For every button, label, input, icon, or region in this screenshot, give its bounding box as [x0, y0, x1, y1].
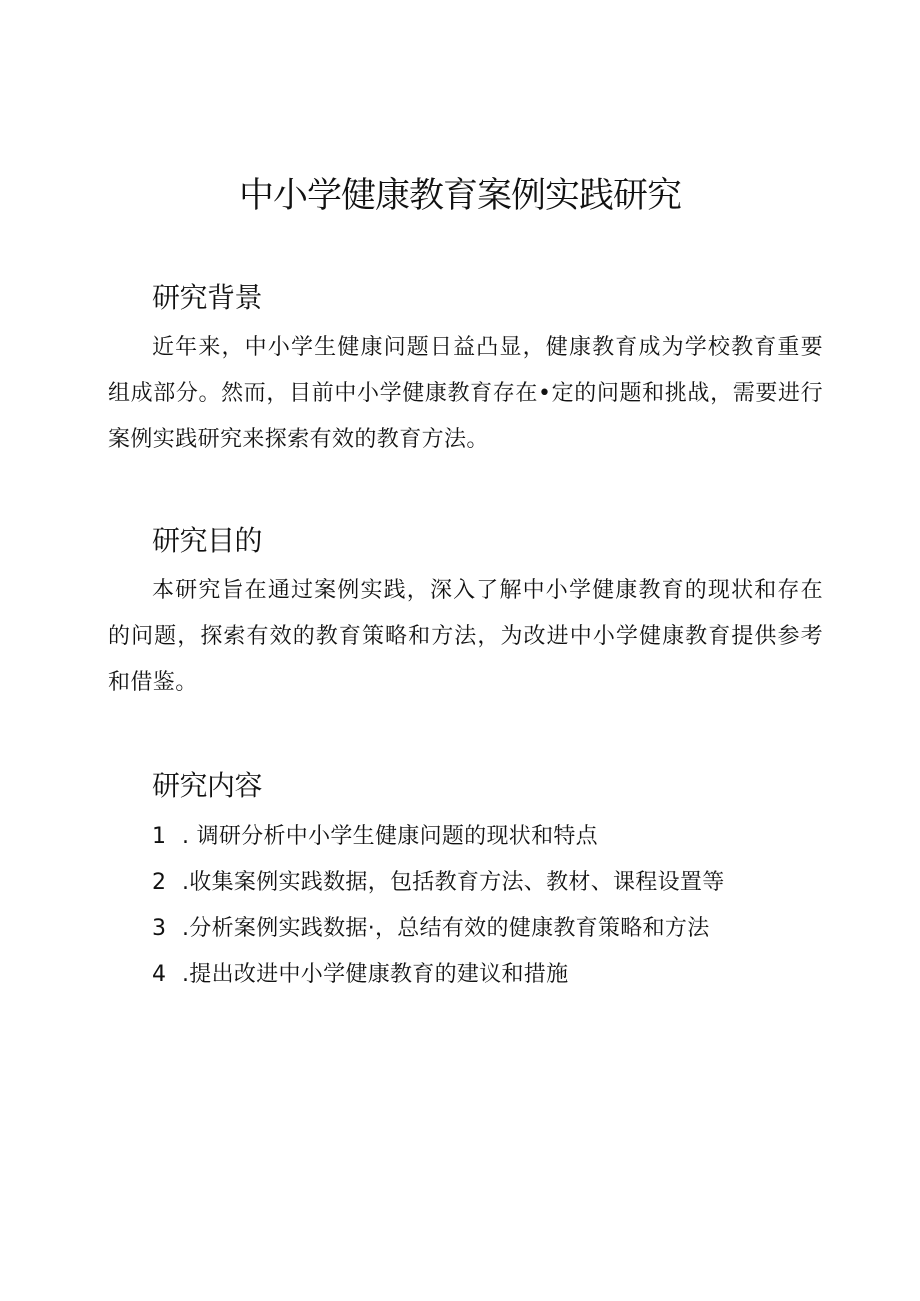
section-purpose [108, 521, 823, 706]
section-heading-background: 研究背景 [152, 281, 263, 314]
section-heading-purpose: 研究目的 [152, 524, 263, 557]
section-heading-content: 研究内容 [152, 769, 263, 802]
list-item-text: .提出改进中小学健康教育的建议和措施 [182, 962, 569, 987]
list-item [108, 952, 823, 998]
list-item-number: 1 [152, 824, 167, 849]
list-item-number: 3 [152, 916, 167, 941]
list-item-text: .分析案例实践数据·，总结有效的健康教育策略和方法 [182, 916, 710, 941]
list-item-number: 2 [152, 870, 167, 895]
list-item-number: 4 [152, 962, 167, 987]
list-item-text: .收集案例实践数据，包括教育方法、教材、课程设置等 [182, 870, 725, 895]
section-body-background: 近年来，中小学生健康问题日益凸显，健康教育成为学校教育重要组成部分。然而，目前中小学健康教育存在•定的问题和挑战，需要进行案例实践研究来探索有效的教育方法。 [108, 335, 823, 452]
list-item [108, 906, 823, 952]
section-body-purpose: 本研究旨在通过案例实践，深入了解中小学健康教育的现状和存在的问题，探索有效的教育策略和方法，为改进中小学健康教育提供参考和借鉴。 [108, 578, 823, 695]
content-list [108, 814, 823, 998]
list-item [108, 814, 823, 860]
section-content [108, 766, 823, 998]
list-item-text: . 调研分析中小学生健康问题的现状和特点 [182, 824, 598, 849]
section-background [108, 278, 823, 463]
document-title: 中小学健康教育案例实践研究 [238, 176, 681, 216]
list-item [108, 860, 823, 906]
